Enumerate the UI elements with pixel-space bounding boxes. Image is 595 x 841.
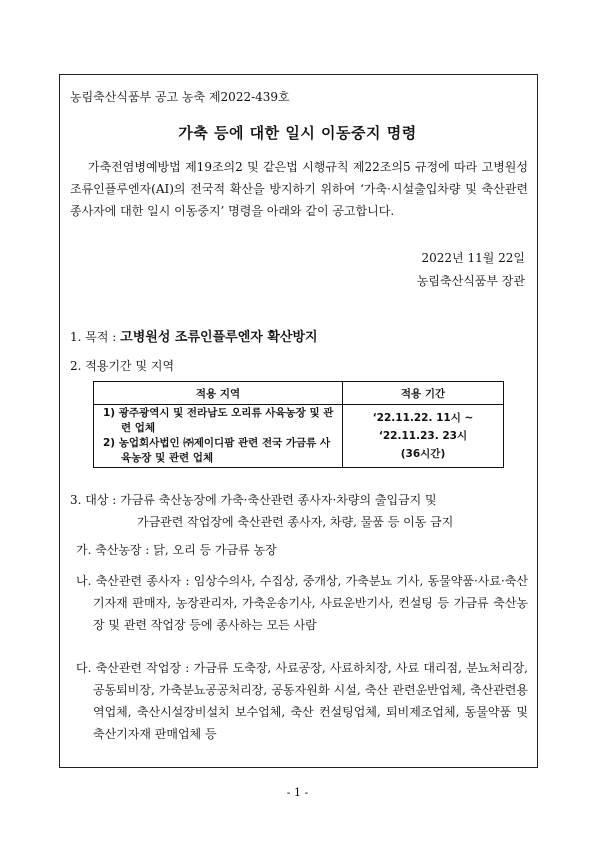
table-header-region: 적용 지역 — [94, 382, 343, 405]
section-target — [70, 489, 530, 533]
period-cell — [343, 405, 504, 468]
table-row — [94, 405, 504, 468]
page-number: - 1 - — [286, 786, 309, 799]
section-period-heading: 2. 적용기간 및 지역 — [70, 359, 175, 373]
sub-item-farms — [76, 539, 528, 561]
period-range: ‘22.11.22. 11시 ~ ‘22.11.23. 23시 — [372, 412, 474, 442]
section-purpose — [70, 326, 318, 345]
purpose-label: 1. 목적 : — [70, 330, 117, 344]
preamble-paragraph: 가축전염병예방법 제19조의2 및 같은법 시행규칙 제22조의5 규정에 따라 고병원성 조류인플루엔자(AI)의 전국적 확산을 방지하기 위하여 ‘가축·시설출입차량 및 축산관련 종사자에 대한 일시 이동중지’ 명령을 아래와 같이 공고합니다. — [70, 160, 528, 218]
period-duration: (36시간) — [400, 448, 446, 460]
table-header-period: 적용 기간 — [343, 382, 504, 405]
region-list — [95, 406, 341, 466]
target-line-2: 가금관련 작업장에 축산관련 종사자, 차량, 물품 등 이동 금지 — [137, 515, 454, 529]
notice-number: 농림축산식품부 공고 농축 제2022-439호 — [70, 90, 290, 104]
sub-item-text: 다. 축산관련 작업장 : 가금류 도축장, 사료공장, 사료하치장, 사료 대리점, 분뇨처리장, 공동퇴비장, 가축분뇨공공처리장, 공동자원화 시설, 축산 관련운반업체, 축산관련용역업체, 축산시설장비설치 보수업체, 축산 컨설팅업체, 퇴비제조업체, 동물약품 및 축산기자재 판매업체 등 — [76, 661, 528, 741]
region-item: 1) 광주광역시 및 전라남도 오리류 사육농장 및 관련 업체 — [103, 407, 334, 434]
issuer: 농림축산식품부 장관 — [416, 274, 525, 288]
notice-date: 2022년 11월 22일 — [421, 251, 525, 265]
sub-item-workplaces — [76, 657, 528, 745]
region-cell — [94, 405, 343, 468]
purpose-value: 고병원성 조류인플루엔자 확산방지 — [120, 330, 318, 345]
sub-item-text: 가. 축산농장 : 닭, 오리 등 가금류 농장 — [76, 543, 277, 557]
document-title: 가축 등에 대한 일시 이동중지 명령 — [178, 124, 417, 142]
sub-item-workers — [76, 570, 528, 636]
period-region-table — [93, 381, 504, 468]
region-item: 2) 농업회사법인 ㈜제이디팜 관련 전국 가금류 사육농장 및 관련 업체 — [103, 437, 331, 464]
sub-item-text: 나. 축산관련 종사자 : 임상수의사, 수집상, 중개상, 가축분뇨 기사, 동물약품·사료·축산기자재 판매자, 농장관리자, 가축운송기사, 사료운반기사, 컨설팅 등 가금류 축산농장 및 관련 작업장 등에 종사하는 모든 사람 — [76, 574, 528, 632]
target-line-1: 3. 대상 : 가금류 축산농장에 가축·축산관련 종사자·차량의 출입금지 및 — [70, 493, 437, 507]
